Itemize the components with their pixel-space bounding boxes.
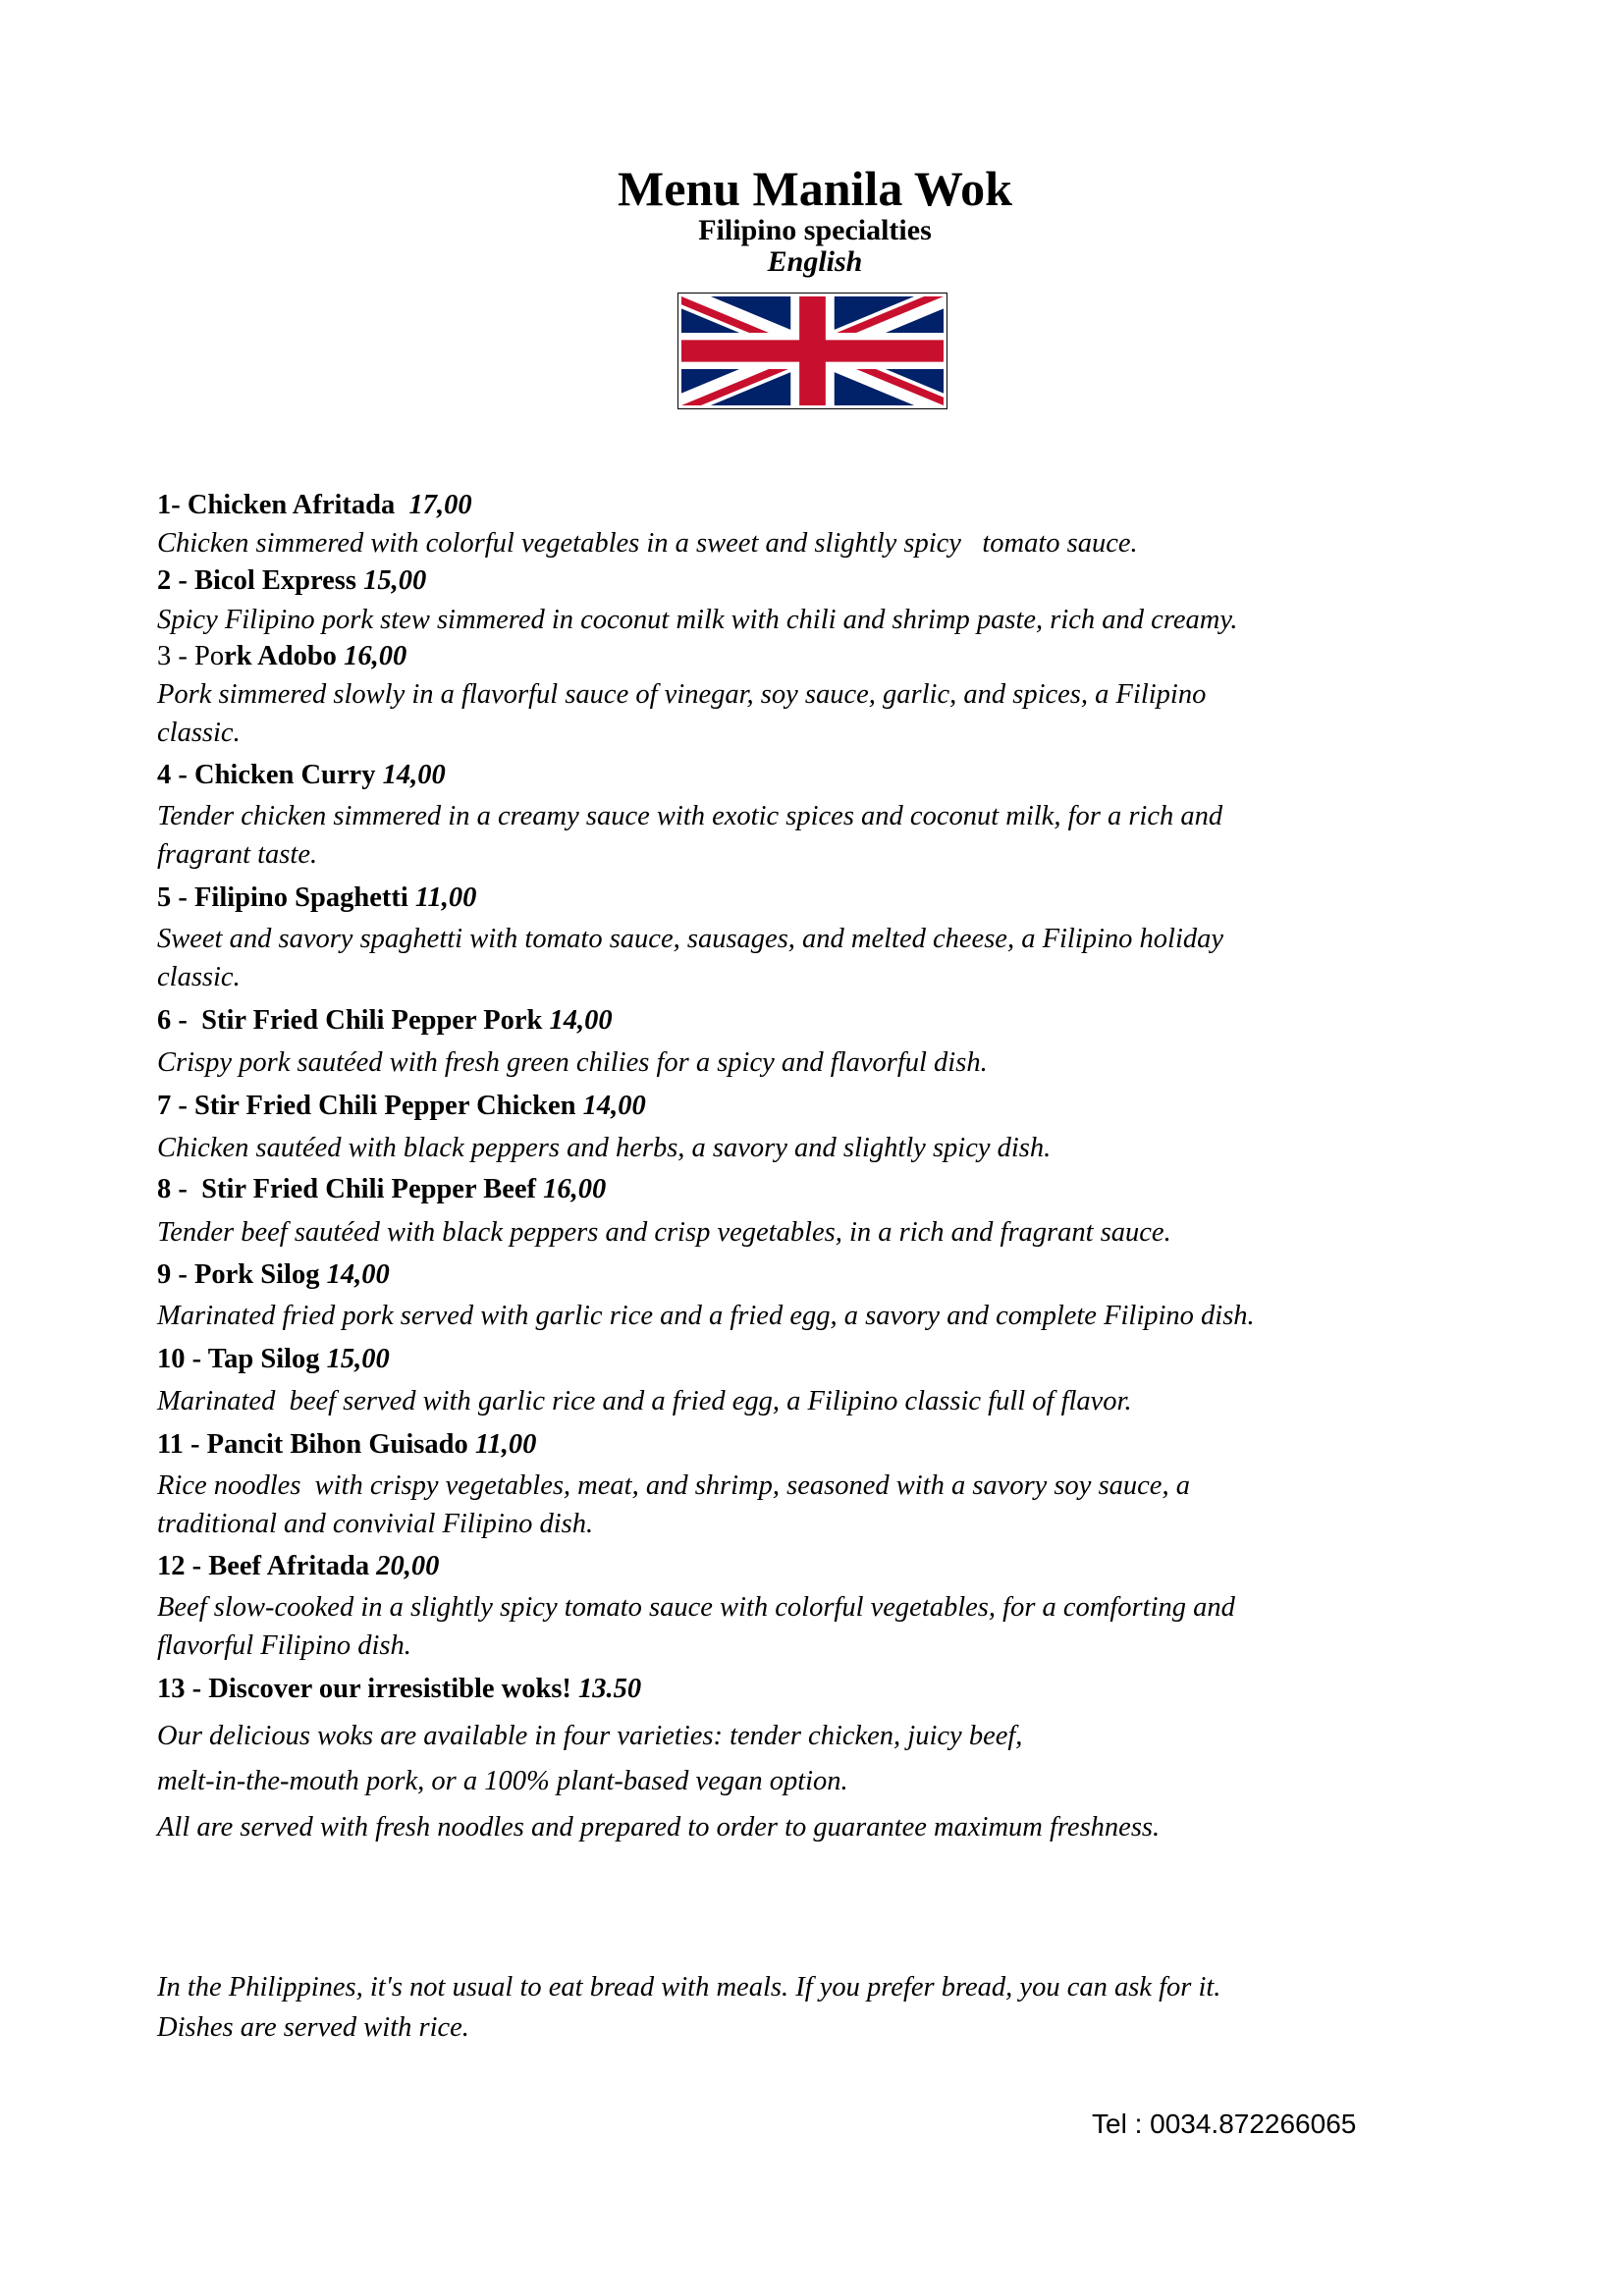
menu-item-title: rk Adobo (224, 641, 345, 671)
menu-item-description: Pork simmered slowly in a flavorful sauce of vinegar, soy sauce, garlic, and spices, a Filipino (157, 679, 1207, 710)
flag-graphic (681, 296, 944, 405)
menu-item-header (157, 1259, 390, 1291)
menu-item-header (157, 1344, 390, 1375)
menu-item-description: Crispy pork sautéed with fresh green chilies for a spicy and flavorful dish. (157, 1047, 988, 1078)
menu-item-title-prefix: 3 - Po (157, 641, 225, 671)
menu-item-price: 15,00 (363, 565, 427, 596)
menu-item-header (157, 565, 426, 597)
menu-item-price: 14,00 (582, 1091, 646, 1121)
menu-item-description: Sweet and savory spaghetti with tomato sauce, sausages, and melted cheese, a Filipino holiday (157, 924, 1224, 954)
menu-item-title: 4 - Chicken Curry (157, 760, 383, 790)
telephone-number: Tel : 0034.872266065 (1092, 2109, 1357, 2139)
menu-item-price: 20,00 (376, 1551, 440, 1581)
menu-item-title: 12 - Beef Afritada (157, 1551, 377, 1581)
menu-item-description: Chicken simmered with colorful vegetables in a sweet and slightly spicy tomato sauce. (157, 528, 1138, 559)
menu-item-header (157, 1429, 536, 1461)
menu-item-description: melt-in-the-mouth pork, or a 100% plant-based vegan option. (157, 1766, 848, 1796)
menu-item-description: Tender chicken simmered in a creamy sauce with exotic spices and coconut milk, for a rich and (157, 801, 1223, 831)
union-jack-flag-icon (677, 293, 947, 409)
menu-item-description: Spicy Filipino pork stew simmered in coconut milk with chili and shrimp paste, rich and creamy. (157, 605, 1238, 635)
menu-item-title: 5 - Filipino Spaghetti (157, 882, 415, 913)
menu-item-title: 2 - Bicol Express (157, 565, 364, 596)
menu-item-header (157, 882, 476, 914)
menu-item-header (157, 490, 472, 521)
menu-item-header (157, 1551, 439, 1582)
page-title: Menu Manila Wok (618, 161, 1012, 216)
menu-item-price: 16,00 (344, 641, 407, 671)
menu-item-description: Rice noodles with crispy vegetables, meat, and shrimp, seasoned with a savory soy sauce, a (157, 1470, 1190, 1501)
note-line: Dishes are served with rice. (157, 2012, 469, 2043)
menu-item-description: traditional and convivial Filipino dish. (157, 1509, 594, 1539)
menu-item-description: classic. (157, 718, 241, 748)
menu-item-description: Tender beef sautéed with black peppers and crisp vegetables, in a rich and fragrant sauce. (157, 1217, 1171, 1248)
note-line: In the Philippines, it's not usual to eat bread with meals. If you prefer bread, you can ask for it. (157, 1972, 1221, 2002)
menu-item-title: 9 - Pork Silog (157, 1259, 327, 1290)
menu-item-description: Marinated fried pork served with garlic rice and a fried egg, a savory and complete Filipino dish. (157, 1301, 1255, 1331)
menu-item-price: 15,00 (326, 1344, 390, 1374)
menu-item-title: 8 - Stir Fried Chili Pepper Beef (157, 1174, 544, 1204)
menu-item-header (157, 1674, 641, 1705)
menu-item-description: All are served with fresh noodles and prepared to order to guarantee maximum freshness. (157, 1812, 1161, 1842)
menu-item-description: Beef slow-cooked in a slightly spicy tomato sauce with colorful vegetables, for a comforting and (157, 1592, 1235, 1623)
menu-item-title: 11 - Pancit Bihon Guisado (157, 1429, 475, 1460)
menu-item-price: 16,00 (543, 1174, 607, 1204)
menu-item-header (157, 760, 446, 791)
menu-item-price: 14,00 (382, 760, 446, 790)
menu-item-header (157, 1091, 646, 1122)
menu-item-title: 6 - Stir Fried Chili Pepper Pork (157, 1005, 550, 1036)
menu-item-description: fragrant taste. (157, 839, 318, 870)
menu-item-header (157, 1174, 606, 1205)
menu-item-price: 14,00 (549, 1005, 613, 1036)
menu-item-title: 7 - Stir Fried Chili Pepper Chicken (157, 1091, 583, 1121)
page-subtitle: Filipino specialties (698, 214, 932, 246)
menu-item-description: flavorful Filipino dish. (157, 1630, 411, 1661)
menu-item-price: 14,00 (326, 1259, 390, 1290)
menu-item-price: 11,00 (474, 1429, 537, 1460)
menu-item-price: 11,00 (414, 882, 477, 913)
menu-item-header (157, 1005, 613, 1037)
menu-item-description: Our delicious woks are available in four varieties: tender chicken, juicy beef, (157, 1721, 1023, 1751)
menu-item-title: 1- Chicken Afritada (157, 490, 403, 520)
menu-item-description: classic. (157, 962, 241, 992)
menu-item-description: Chicken sautéed with black peppers and herbs, a savory and slightly spicy dish. (157, 1133, 1052, 1163)
menu-item-title: 10 - Tap Silog (157, 1344, 327, 1374)
menu-item-description: Marinated beef served with garlic rice and a fried egg, a Filipino classic full of flavor. (157, 1386, 1132, 1416)
menu-item-price: 13.50 (578, 1674, 642, 1704)
menu-item-header (157, 641, 406, 672)
menu-item-price: 17,00 (402, 490, 472, 520)
menu-item-title: 13 - Discover our irresistible woks! (157, 1674, 579, 1704)
language-label: English (767, 245, 863, 278)
